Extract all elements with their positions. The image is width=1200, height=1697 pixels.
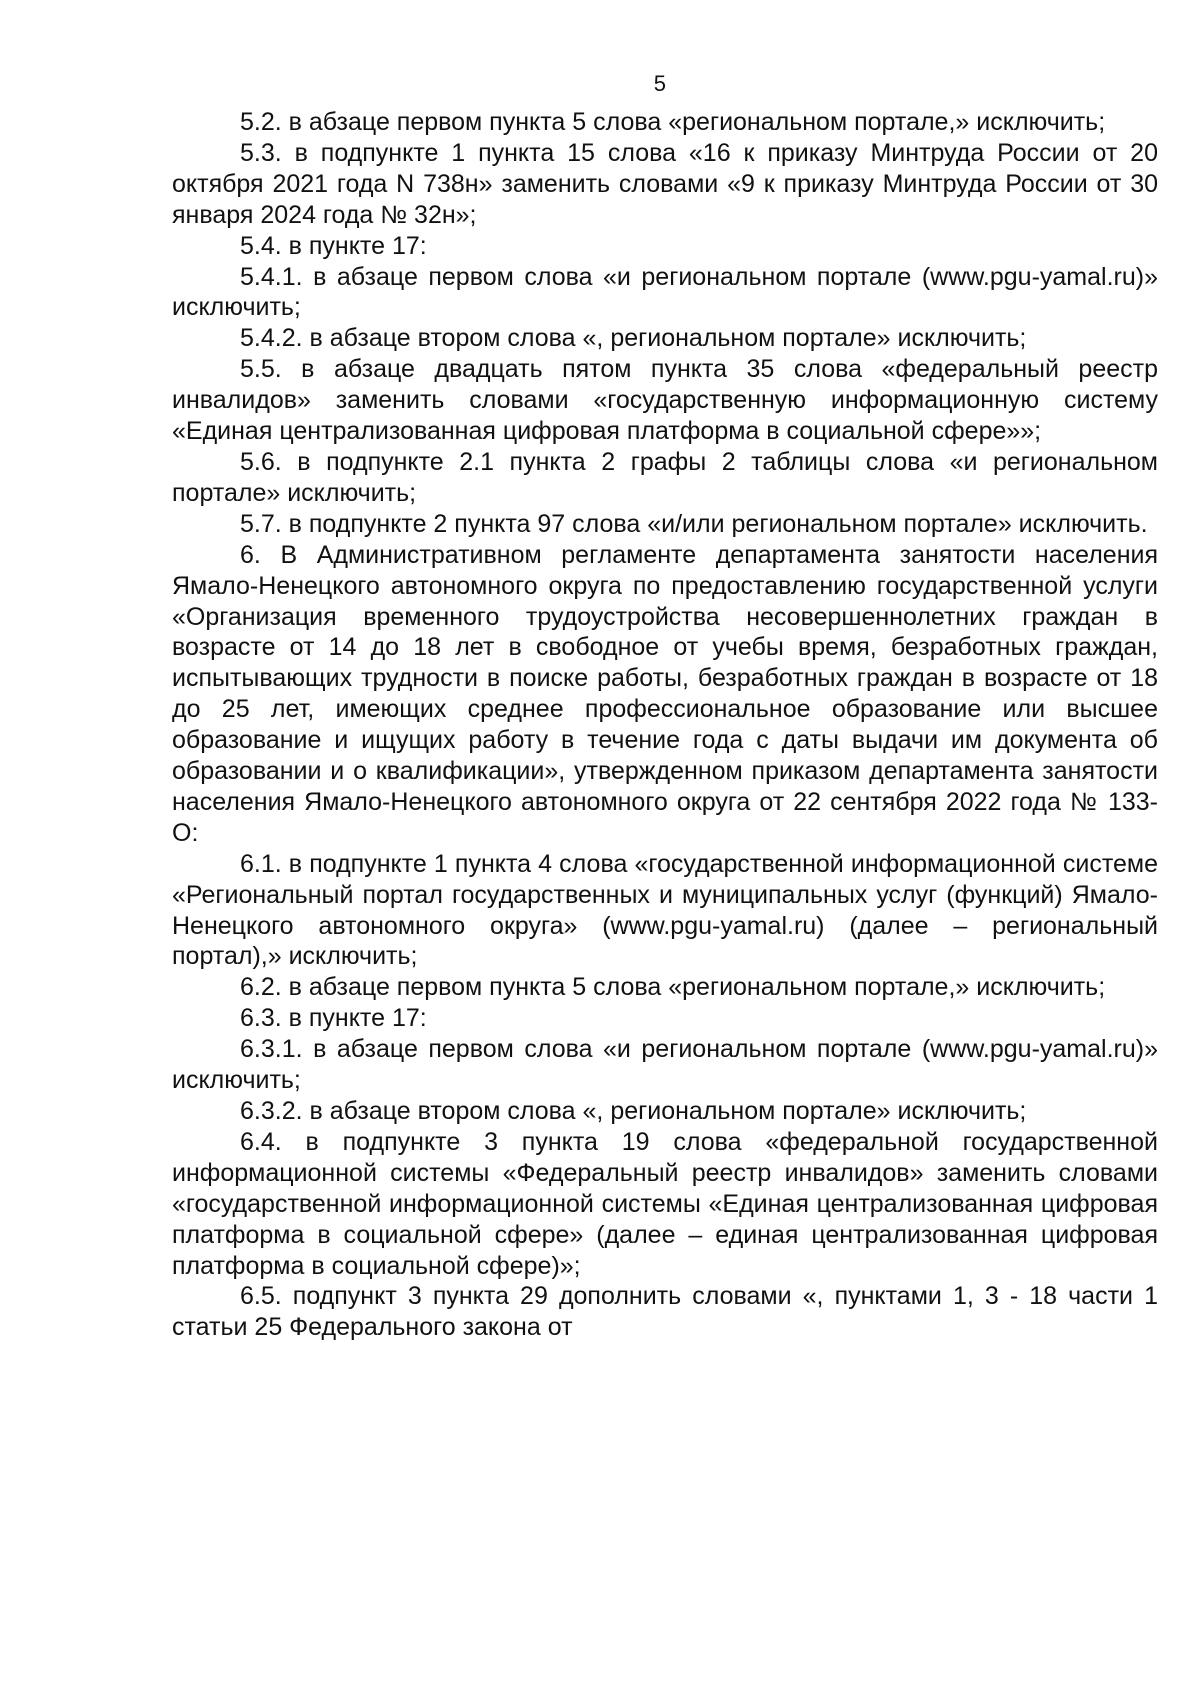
paragraph-5-4-1: 5.4.1. в абзаце первом слова «и региональном портале (www.pgu-yamal.ru)» исключить; — [172, 262, 1158, 322]
paragraph-6-2: 6.2. в абзаце первом пункта 5 слова «региональном портале,» исключить; — [240, 973, 1106, 1002]
paragraph-5-3: 5.3. в подпункте 1 пункта 15 слова «16 к приказу Минтруда России от 20 октября 2021 года N 738н» заменить словами «9 к приказу Минтруда России от 30 января 2024 года № 32н»; — [172, 138, 1158, 229]
paragraph-6: 6. В Административном регламенте департамента занятости населения Ямало-Ненецкого автономного округа по предоставлению государственной услуги «Организация временного трудоустройства несовершеннолетних граждан в возрасте от 14 до 18 лет в свободное от учебы время, безработных граждан, испытывающих трудности в поиске работы, безработных граждан в возрасте от 18 до 25 лет, имеющих среднее профессиональное образование или высшее образование и ищущих работу в течение года с даты выдачи им документа об образовании и о квалификации», утвержденном приказом департамента занятости населения Ямало-Ненецкого автономного округа от 22 сентября 2022 года № 133-О: — [172, 540, 1158, 847]
paragraph-5-2: 5.2. в абзаце первом пункта 5 слова «региональном портале,» исключить; — [240, 108, 1106, 136]
paragraph-6-1: 6.1. в подпункте 1 пункта 4 слова «государственной информационной системе «Региональный портал государственных и муниципальных услуг (функций) Ямало-Ненецкого автономного округа» (www.pgu-yamal.ru) (далее – региональный портал),» исключить; — [172, 849, 1158, 971]
paragraph-6-3-1: 6.3.1. в абзаце первом слова «и региональном портале (www.pgu-yamal.ru)» исключить; — [172, 1035, 1158, 1095]
paragraph-5-6: 5.6. в подпункте 2.1 пункта 2 графы 2 таблицы слова «и региональном портале» исключить; — [172, 447, 1158, 507]
paragraph-5-7: 5.7. в подпункте 2 пункта 97 слова «и/или региональном портале» исключить. — [240, 509, 1148, 538]
paragraph-5-4: 5.4. в пункте 17: — [240, 231, 427, 260]
paragraph-5-5: 5.5. в абзаце двадцать пятом пункта 35 слова «федеральный реестр инвалидов» заменить словами «государственную информационную систему «Единая централизованная цифровая платформа в социальной сфере»»; — [172, 355, 1158, 446]
page-number: 5 — [653, 71, 667, 96]
paragraph-6-3: 6.3. в пункте 17: — [240, 1004, 427, 1033]
paragraph-6-3-2: 6.3.2. в абзаце втором слова «, региональном портале» исключить; — [240, 1097, 1027, 1125]
document-body — [172, 107, 1158, 1343]
paragraph-6-4: 6.4. в подпункте 3 пункта 19 слова «федеральной государственной информационной системы «Федеральный реестр инвалидов» заменить словами «государственной информационной системы «Единая централизованная цифровая платформа в социальной сфере» (далее – единая централизованная цифровая платформа в социальной сфере)»; — [172, 1127, 1158, 1280]
paragraph-6-5: 6.5. подпункт 3 пункта 29 дополнить словами «, пунктами 1, 3 - 18 части 1 статьи 25 Федерального закона от — [172, 1282, 1158, 1342]
paragraph-5-4-2: 5.4.2. в абзаце втором слова «, региональном портале» исключить; — [240, 324, 1027, 353]
